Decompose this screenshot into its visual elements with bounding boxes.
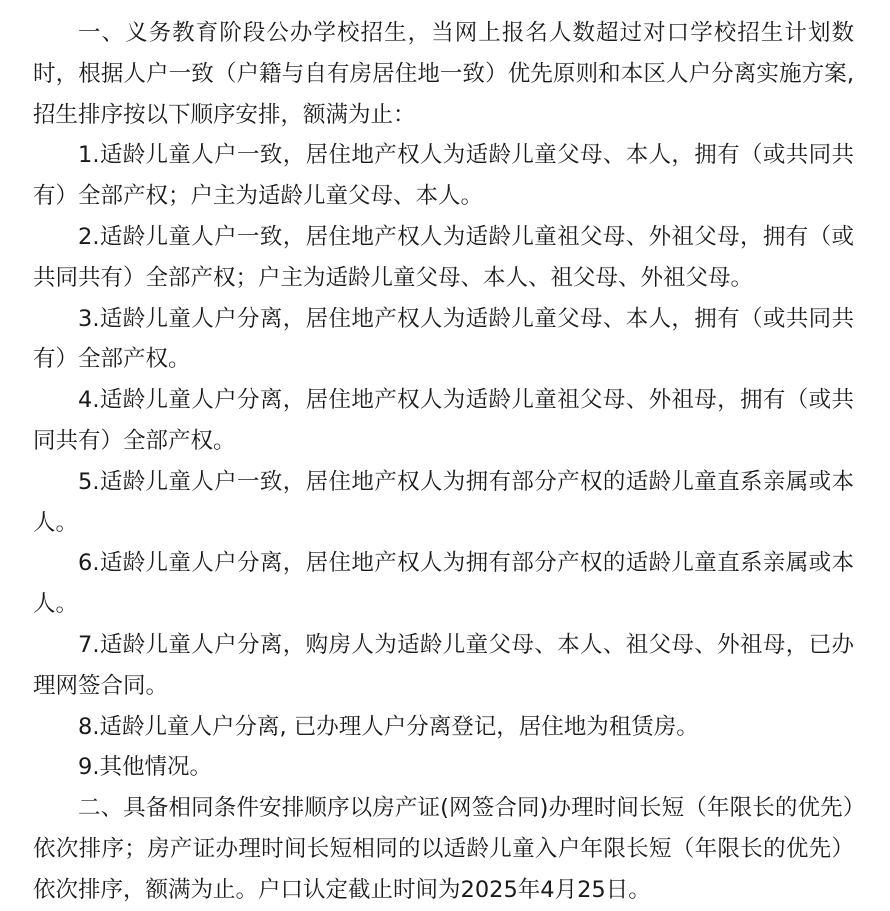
paragraph-item-2: 2.适龄儿童人户一致，居住地产权人为适龄儿童祖父母、外祖父母，拥有（或共同共有）全部产权；户主为适龄儿童父母、本人、祖父母、外祖父母。 (33, 223, 854, 291)
paragraph-item-7: 7.适龄儿童人户分离，购房人为适龄儿童父母、本人、祖父母、外祖母，已办理网签合同。 (33, 631, 854, 699)
paragraph-item-8: 8.适龄儿童人户分离, 已办理人户分离登记，居住地为租赁房。 (78, 713, 699, 740)
paragraph-item-5: 5.适龄儿童人户一致，居住地产权人为拥有部分产权的适龄儿童直系亲属或本人。 (33, 468, 854, 536)
paragraph-section-2: 二、具备相同条件安排顺序以房产证(网签合同)办理时间长短（年限长的优先）依次排序；房产证办理时间长短相同的以适龄儿童入户年限长短（年限长的优先）依次排序，额满为止。户口认定截止时间为2025年4月25日。 (33, 795, 854, 903)
paragraph-item-1: 1.适龄儿童人户一致，居住地产权人为适龄儿童父母、本人，拥有（或共同共有）全部产权；户主为适龄儿童父母、本人。 (33, 142, 854, 210)
paragraph-item-3: 3.适龄儿童人户分离，居住地产权人为适龄儿童父母、本人，拥有（或共同共有）全部产权。 (33, 305, 854, 373)
paragraph-item-4: 4.适龄儿童人户分离，居住地产权人为适龄儿童祖父母、外祖母，拥有（或共同共有）全部产权。 (33, 387, 854, 454)
paragraph-item-6: 6.适龄儿童人户分离，居住地产权人为拥有部分产权的适龄儿童直系亲属或本人。 (33, 550, 854, 618)
paragraph-intro: 一、义务教育阶段公办学校招生，当网上报名人数超过对口学校招生计划数时，根据人户一致（户籍与自有房居住地一致）优先原则和本区人户分离实施方案,招生排序按以下顺序安排，额满为止： (33, 20, 854, 128)
paragraph-item-9: 9.其他情况。 (78, 754, 212, 781)
